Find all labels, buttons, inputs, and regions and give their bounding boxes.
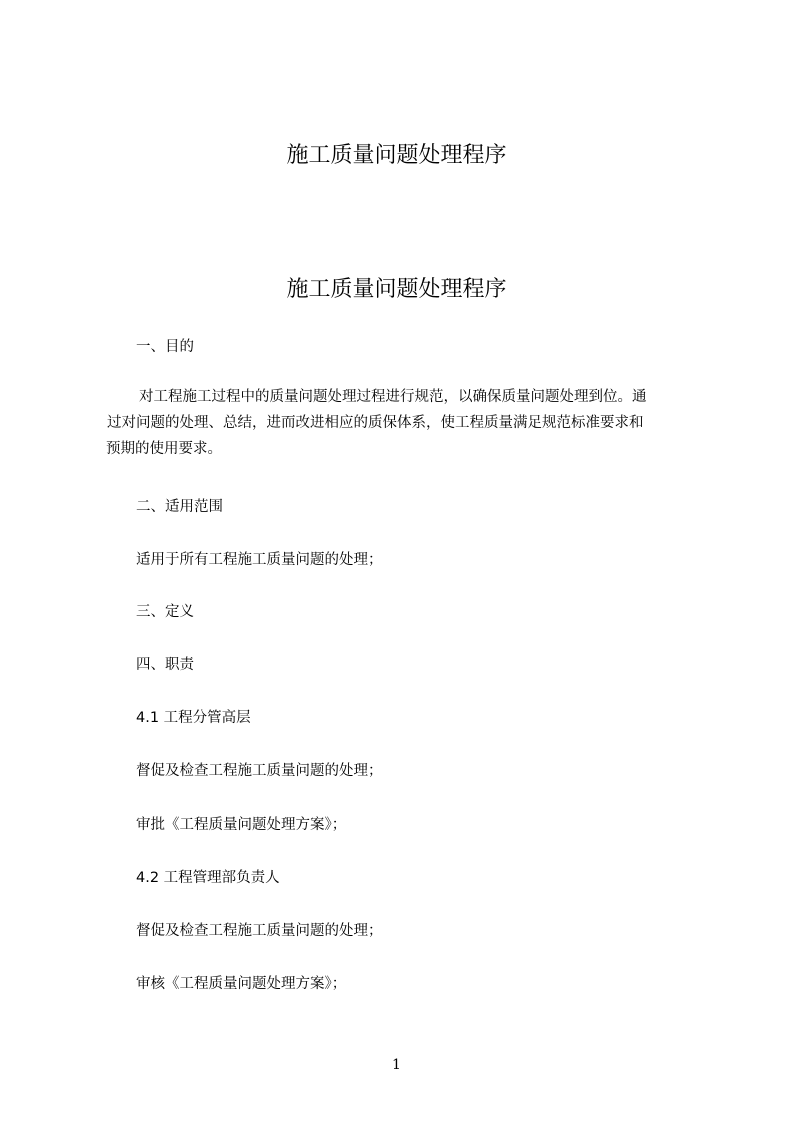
section-4-2-item: 审核《工程质量问题处理方案》； (136, 976, 347, 992)
paragraph-line: 预期的使用要求。 (106, 441, 222, 457)
section-4-1-item: 审批《工程质量问题处理方案》； (136, 817, 347, 833)
page-number: 1 (392, 1057, 401, 1073)
section-4-2-heading: 4.2 工程管理部负责人 (136, 870, 280, 886)
section-2-heading: 二、适用范围 (136, 499, 223, 515)
section-4-1-heading: 4.1 工程分管高层 (136, 710, 251, 726)
paragraph-line: 过对问题的处理、总结，进而改进相应的质保体系，使工程质量满足规范标准要求和 (107, 415, 644, 431)
cover-title: 施工质量问题处理程序 (286, 143, 507, 168)
section-4-1-item: 督促及检查工程施工质量问题的处理； (136, 763, 383, 779)
main-title: 施工质量问题处理程序 (286, 277, 507, 302)
section-4-heading: 四、职责 (136, 657, 194, 673)
section-4-2-item: 督促及检查工程施工质量问题的处理； (136, 923, 383, 939)
section-3-heading: 三、定义 (136, 604, 194, 620)
section-1-heading: 一、目的 (136, 339, 194, 355)
section-2-text: 适用于所有工程施工质量问题的处理； (136, 552, 383, 568)
paragraph-line: 对工程施工过程中的质量问题处理过程进行规范，以确保质量问题处理到位。通 (139, 389, 647, 405)
section-1-paragraph (106, 384, 702, 462)
